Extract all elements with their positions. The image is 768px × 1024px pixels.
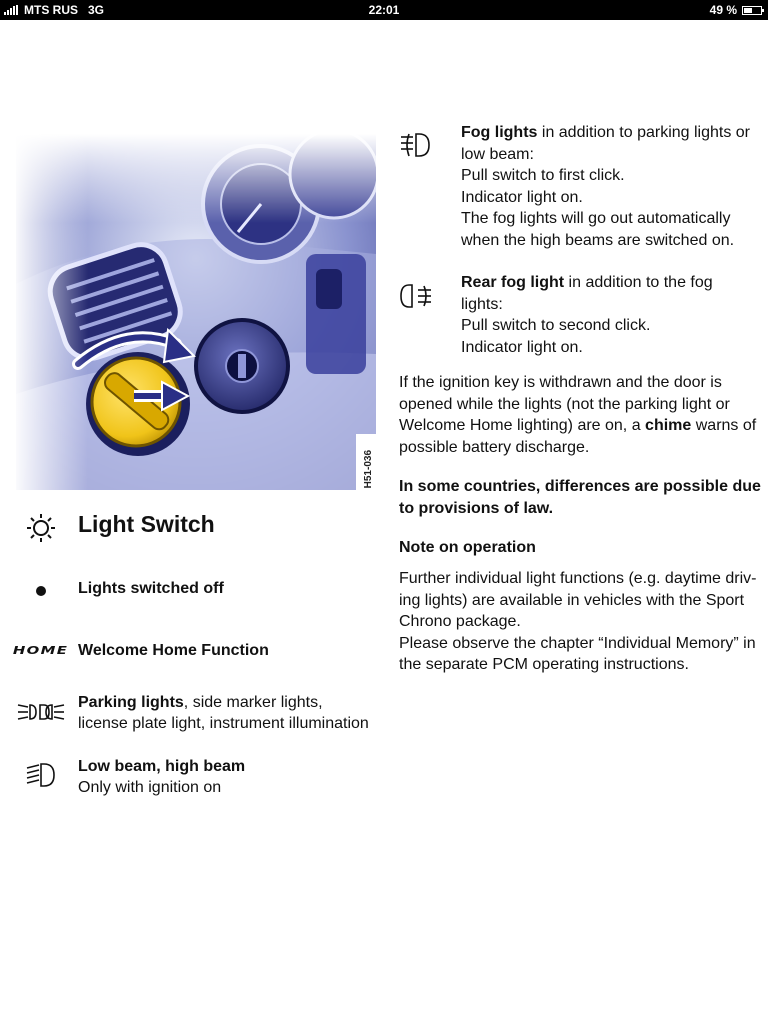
fog-line2: low beam: [461, 145, 534, 163]
document-page[interactable] [0, 20, 768, 1024]
carrier-name: MTS RUS [24, 3, 78, 17]
off-dot-icon [14, 585, 68, 597]
home-icon-text: HOME [13, 644, 69, 657]
lights-off-label: Lights switched off [78, 580, 224, 597]
battery-warning-paragraph [399, 372, 761, 458]
status-right [710, 3, 762, 17]
note-paragraph-1: Further individual light functions (e.g. daytime driv-ing lights) are available in vehicles with the Sport Chrono package. [399, 570, 757, 630]
warning-chime: chime [645, 417, 692, 434]
fog-light-icon [399, 130, 433, 165]
welcome-home-label: Welcome Home Function [78, 642, 269, 659]
battery-warning [399, 372, 761, 458]
fog-line5: The fog lights will go out automatically [461, 210, 731, 227]
rear-fog-bold: Rear fog light [461, 274, 565, 291]
countries-note: In some countries, differences are possible due to provisions of law. [399, 478, 761, 517]
sun-icon [14, 512, 68, 544]
rear-fog-text [461, 272, 761, 358]
rear-fog-rest: in addition to the fog [564, 274, 713, 291]
note-heading: Note on operation [399, 539, 536, 556]
rear-line2: lights: [461, 295, 503, 313]
parking-lights-bold: Parking lights [78, 694, 184, 711]
note-body [399, 568, 761, 676]
dashboard-illustration [16, 134, 376, 490]
low-beam-icon [14, 762, 68, 788]
light-switch-illustration [16, 134, 376, 490]
battery-percent: 49 % [709, 3, 737, 17]
warning-part2: warns of possible battery discharge. [399, 417, 757, 456]
fog-line3: Pull switch to first click. [461, 167, 625, 184]
low-beam-sub: Only with ignition on [78, 779, 222, 796]
rear-line3: Pull switch to second click. [461, 317, 651, 334]
section-title: Light Switch [78, 511, 215, 537]
parking-lights-line2: license plate light, instrument illumination [78, 715, 369, 732]
low-beam-bold: Low beam, high beam [78, 758, 246, 775]
fog-lights-bold: Fog lights [461, 124, 538, 141]
home-icon [14, 644, 68, 657]
status-bar [0, 0, 768, 20]
fog-lights-rest: in addition to parking lights or [537, 124, 751, 141]
low-beam-text [78, 756, 378, 798]
note-paragraph-2: Please observe the chapter “Individual Memory” in the separate PCM operating instructions. [399, 634, 756, 673]
rear-line4: Indicator light on. [461, 338, 583, 356]
rear-fog-light-icon [399, 282, 433, 315]
fog-line4: Indicator light on. [461, 188, 583, 206]
warning-part1: If the ignition key is withdrawn and the door is opened while the lights (not the parking light or Welcome Home lighting) are on, a [399, 374, 730, 434]
parking-lights-rest: , side marker lights, [183, 694, 323, 711]
fog-lights-text [461, 122, 761, 251]
network-type: 3G [88, 3, 105, 17]
parking-lights-icon [14, 701, 68, 723]
illustration-code: H51-036 [363, 449, 374, 488]
fog-line6: when the high beams are switched on. [461, 231, 735, 249]
parking-lights-text [78, 692, 388, 734]
status-time: 22:01 [368, 3, 400, 17]
battery-icon [742, 6, 762, 15]
